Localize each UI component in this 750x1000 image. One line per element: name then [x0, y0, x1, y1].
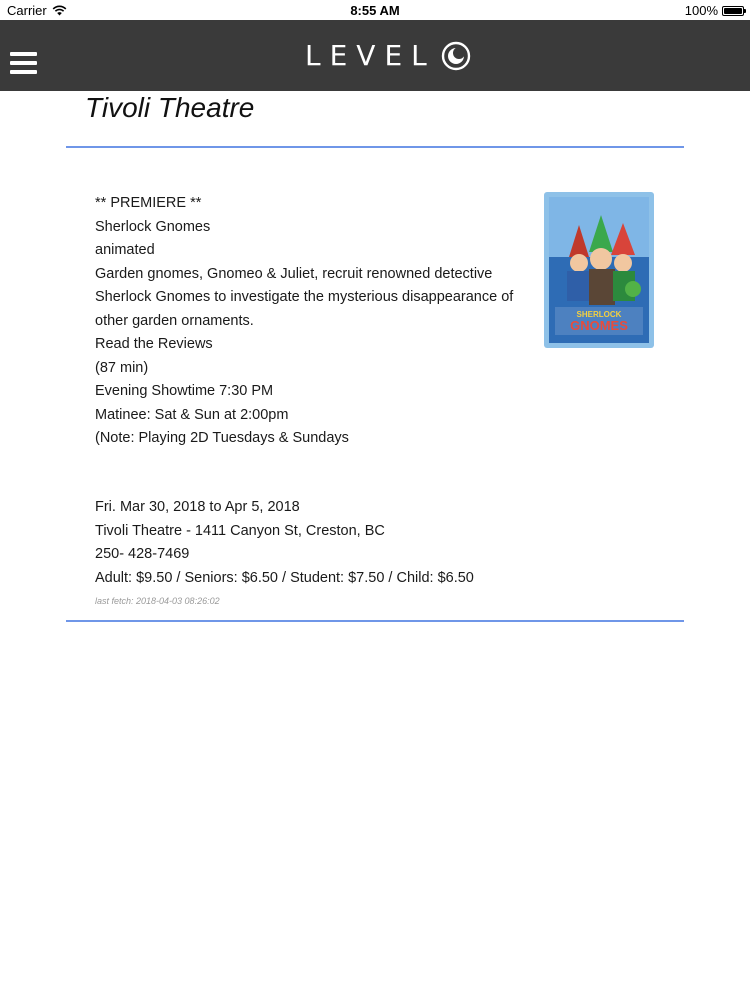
svg-text:GNOMES: GNOMES — [570, 318, 628, 333]
movie-poster[interactable] — [544, 192, 654, 348]
page-title: Tivoli Theatre — [85, 92, 255, 123]
carrier-label: Carrier — [7, 3, 47, 18]
battery-indicator — [685, 3, 744, 18]
ticket-prices: Adult: $9.50 / Seniors: $6.50 / Student: $7.50 / Child: $6.50 — [95, 569, 474, 586]
evening-showtime: Evening Showtime 7:30 PM — [95, 383, 274, 399]
movie-details — [95, 192, 535, 451]
screening-note: (Note: Playing 2D Tuesdays & Sundays — [95, 430, 349, 446]
theatre-phone[interactable]: 250- 428-7469 — [95, 546, 190, 562]
last-fetch-timestamp: last fetch: 2018-04-03 08:26:02 — [95, 596, 220, 606]
level-logo[interactable] — [305, 39, 471, 72]
matinee-showtime: Matinee: Sat & Sun at 2:00pm — [95, 406, 289, 423]
battery-percent: 100% — [684, 3, 718, 18]
movie-genre: animated — [95, 242, 155, 258]
status-time: 8:55 AM — [350, 3, 400, 18]
divider-top — [66, 146, 684, 148]
premiere-label: ** PREMIERE ** — [95, 195, 202, 211]
movie-runtime: (87 min) — [95, 359, 149, 376]
movie-title: Sherlock Gnomes — [95, 218, 211, 235]
status-bar — [0, 0, 750, 20]
run-dates: Fri. Mar 30, 2018 to Apr 5, 2018 — [95, 499, 300, 515]
theatre-address: Tivoli Theatre - 1411 Canyon St, Creston, BC — [95, 522, 385, 539]
divider-bottom — [66, 620, 684, 622]
svg-text:SHERLOCK: SHERLOCK — [576, 310, 622, 319]
reviews-link[interactable]: Read the Reviews — [95, 336, 213, 352]
app-header — [0, 20, 750, 91]
moon-circle-icon — [441, 41, 471, 71]
battery-icon — [722, 6, 744, 16]
movie-description: Garden gnomes, Gnomeo & Juliet, recruit renowned detective Sherlock Gnomes to investigate the mysterious disappearance of other garden ornaments. — [95, 265, 514, 329]
logo-text: LEVEL — [305, 39, 436, 72]
venue-info — [95, 496, 474, 590]
hamburger-menu-icon[interactable] — [10, 52, 37, 74]
